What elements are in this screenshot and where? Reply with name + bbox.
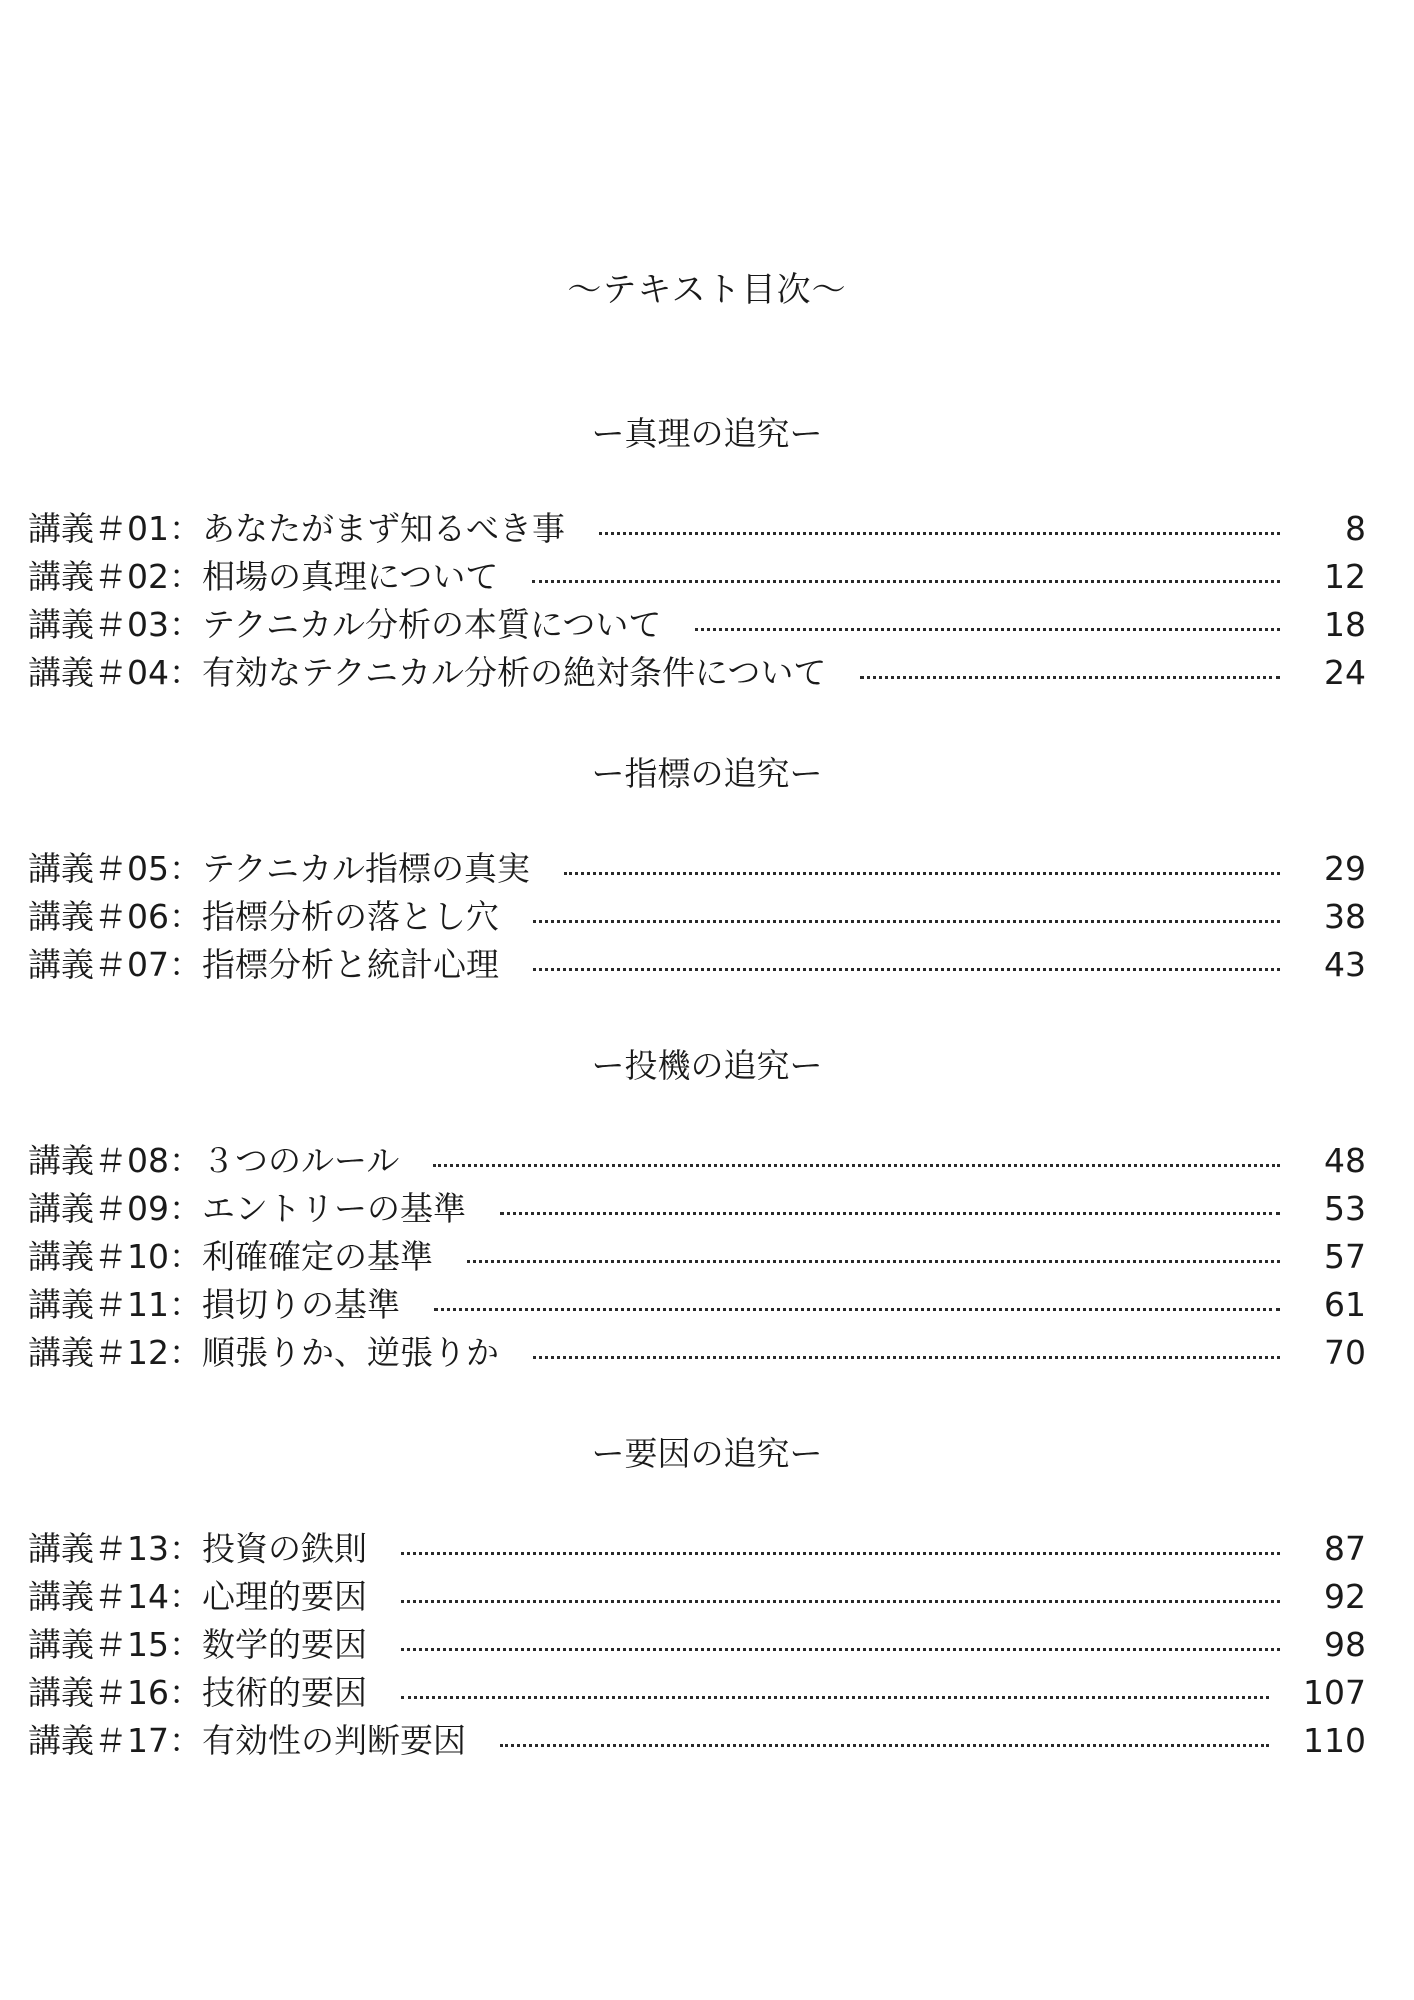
toc-entry-page: 53	[1324, 1189, 1366, 1228]
toc-entry-label: 講義＃04：有効なテクニカル分析の絶対条件について	[28, 653, 827, 692]
toc-entry-label: 講義＃08：３つのルール	[28, 1141, 400, 1180]
toc-entry-page: 48	[1324, 1141, 1366, 1180]
dot-leader	[467, 1260, 1280, 1263]
toc-entry-page: 98	[1324, 1625, 1366, 1664]
toc-entry[interactable]	[28, 554, 1366, 600]
dot-leader	[433, 1164, 1280, 1167]
toc-entry-page: 110	[1303, 1721, 1366, 1760]
toc-entry-label: 講義＃05：テクニカル指標の真実	[28, 849, 531, 888]
dot-leader	[434, 1308, 1280, 1311]
toc-entry-page: 29	[1324, 849, 1366, 888]
dot-leader	[401, 1648, 1280, 1651]
toc-entry[interactable]	[28, 1526, 1366, 1572]
dot-leader	[500, 1744, 1269, 1747]
dot-leader	[401, 1552, 1280, 1555]
toc-entry-label: 講義＃15：数学的要因	[28, 1625, 367, 1664]
toc-entry-label: 講義＃06：指標分析の落とし穴	[28, 897, 499, 936]
dot-leader	[564, 872, 1280, 875]
toc-entry[interactable]	[28, 846, 1366, 892]
dot-leader	[533, 920, 1280, 923]
section-heading-factors: ー要因の追究ー	[591, 1434, 823, 1473]
toc-entry[interactable]	[28, 602, 1366, 648]
dot-leader	[500, 1212, 1280, 1215]
toc-entry[interactable]	[28, 1138, 1366, 1184]
toc-entry[interactable]	[28, 650, 1366, 696]
toc-entry[interactable]	[28, 1330, 1366, 1376]
toc-entry[interactable]	[28, 506, 1366, 552]
page-title: 〜テキスト目次〜	[567, 270, 847, 310]
toc-entry-label: 講義＃16：技術的要因	[28, 1673, 367, 1712]
toc-entry[interactable]	[28, 942, 1366, 988]
dot-leader	[599, 532, 1280, 535]
section-heading-indicators: ー指標の追究ー	[591, 754, 823, 793]
toc-entry-label: 講義＃09：エントリーの基準	[28, 1189, 466, 1228]
dot-leader	[695, 628, 1280, 631]
dot-leader	[860, 676, 1280, 679]
toc-entry-label: 講義＃07：指標分析と統計心理	[28, 945, 499, 984]
toc-entry[interactable]	[28, 1718, 1366, 1764]
toc-entry-page: 57	[1324, 1237, 1366, 1276]
toc-entry-page: 18	[1324, 605, 1366, 644]
toc-entry-page: 70	[1324, 1333, 1366, 1372]
section-heading-speculation: ー投機の追究ー	[591, 1046, 823, 1085]
toc-entry-label: 講義＃11：損切りの基準	[28, 1285, 400, 1324]
toc-entry-label: 講義＃12：順張りか、逆張りか	[28, 1333, 499, 1372]
toc-entry-label: 講義＃02：相場の真理について	[28, 557, 499, 596]
section-heading-truth: ー真理の追究ー	[591, 414, 823, 453]
dot-leader	[533, 1356, 1280, 1359]
toc-entry-label: 講義＃13：投資の鉄則	[28, 1529, 367, 1568]
toc-entry-label: 講義＃10：利確確定の基準	[28, 1237, 433, 1276]
toc-entry-page: 61	[1324, 1285, 1366, 1324]
dot-leader	[401, 1696, 1269, 1699]
toc-entry-label: 講義＃17：有効性の判断要因	[28, 1721, 466, 1760]
dot-leader	[532, 580, 1280, 583]
toc-entry-page: 107	[1303, 1673, 1366, 1712]
toc-entry[interactable]	[28, 1234, 1366, 1280]
toc-entry-page: 24	[1324, 653, 1366, 692]
dot-leader	[401, 1600, 1280, 1603]
toc-entry[interactable]	[28, 1670, 1366, 1716]
dot-leader	[533, 968, 1280, 971]
toc-entry[interactable]	[28, 1186, 1366, 1232]
toc-entry[interactable]	[28, 1574, 1366, 1620]
toc-entry[interactable]	[28, 894, 1366, 940]
toc-entry-page: 92	[1324, 1577, 1366, 1616]
toc-entry[interactable]	[28, 1622, 1366, 1668]
toc-entry-page: 87	[1324, 1529, 1366, 1568]
toc-entry-page: 43	[1324, 945, 1366, 984]
toc-entry[interactable]	[28, 1282, 1366, 1328]
toc-entry-label: 講義＃03：テクニカル分析の本質について	[28, 605, 662, 644]
toc-entry-label: 講義＃14：心理的要因	[28, 1577, 367, 1616]
toc-entry-page: 12	[1324, 557, 1366, 596]
toc-entry-page: 38	[1324, 897, 1366, 936]
toc-entry-page: 8	[1345, 509, 1366, 548]
toc-entry-label: 講義＃01：あなたがまず知るべき事	[28, 509, 565, 548]
